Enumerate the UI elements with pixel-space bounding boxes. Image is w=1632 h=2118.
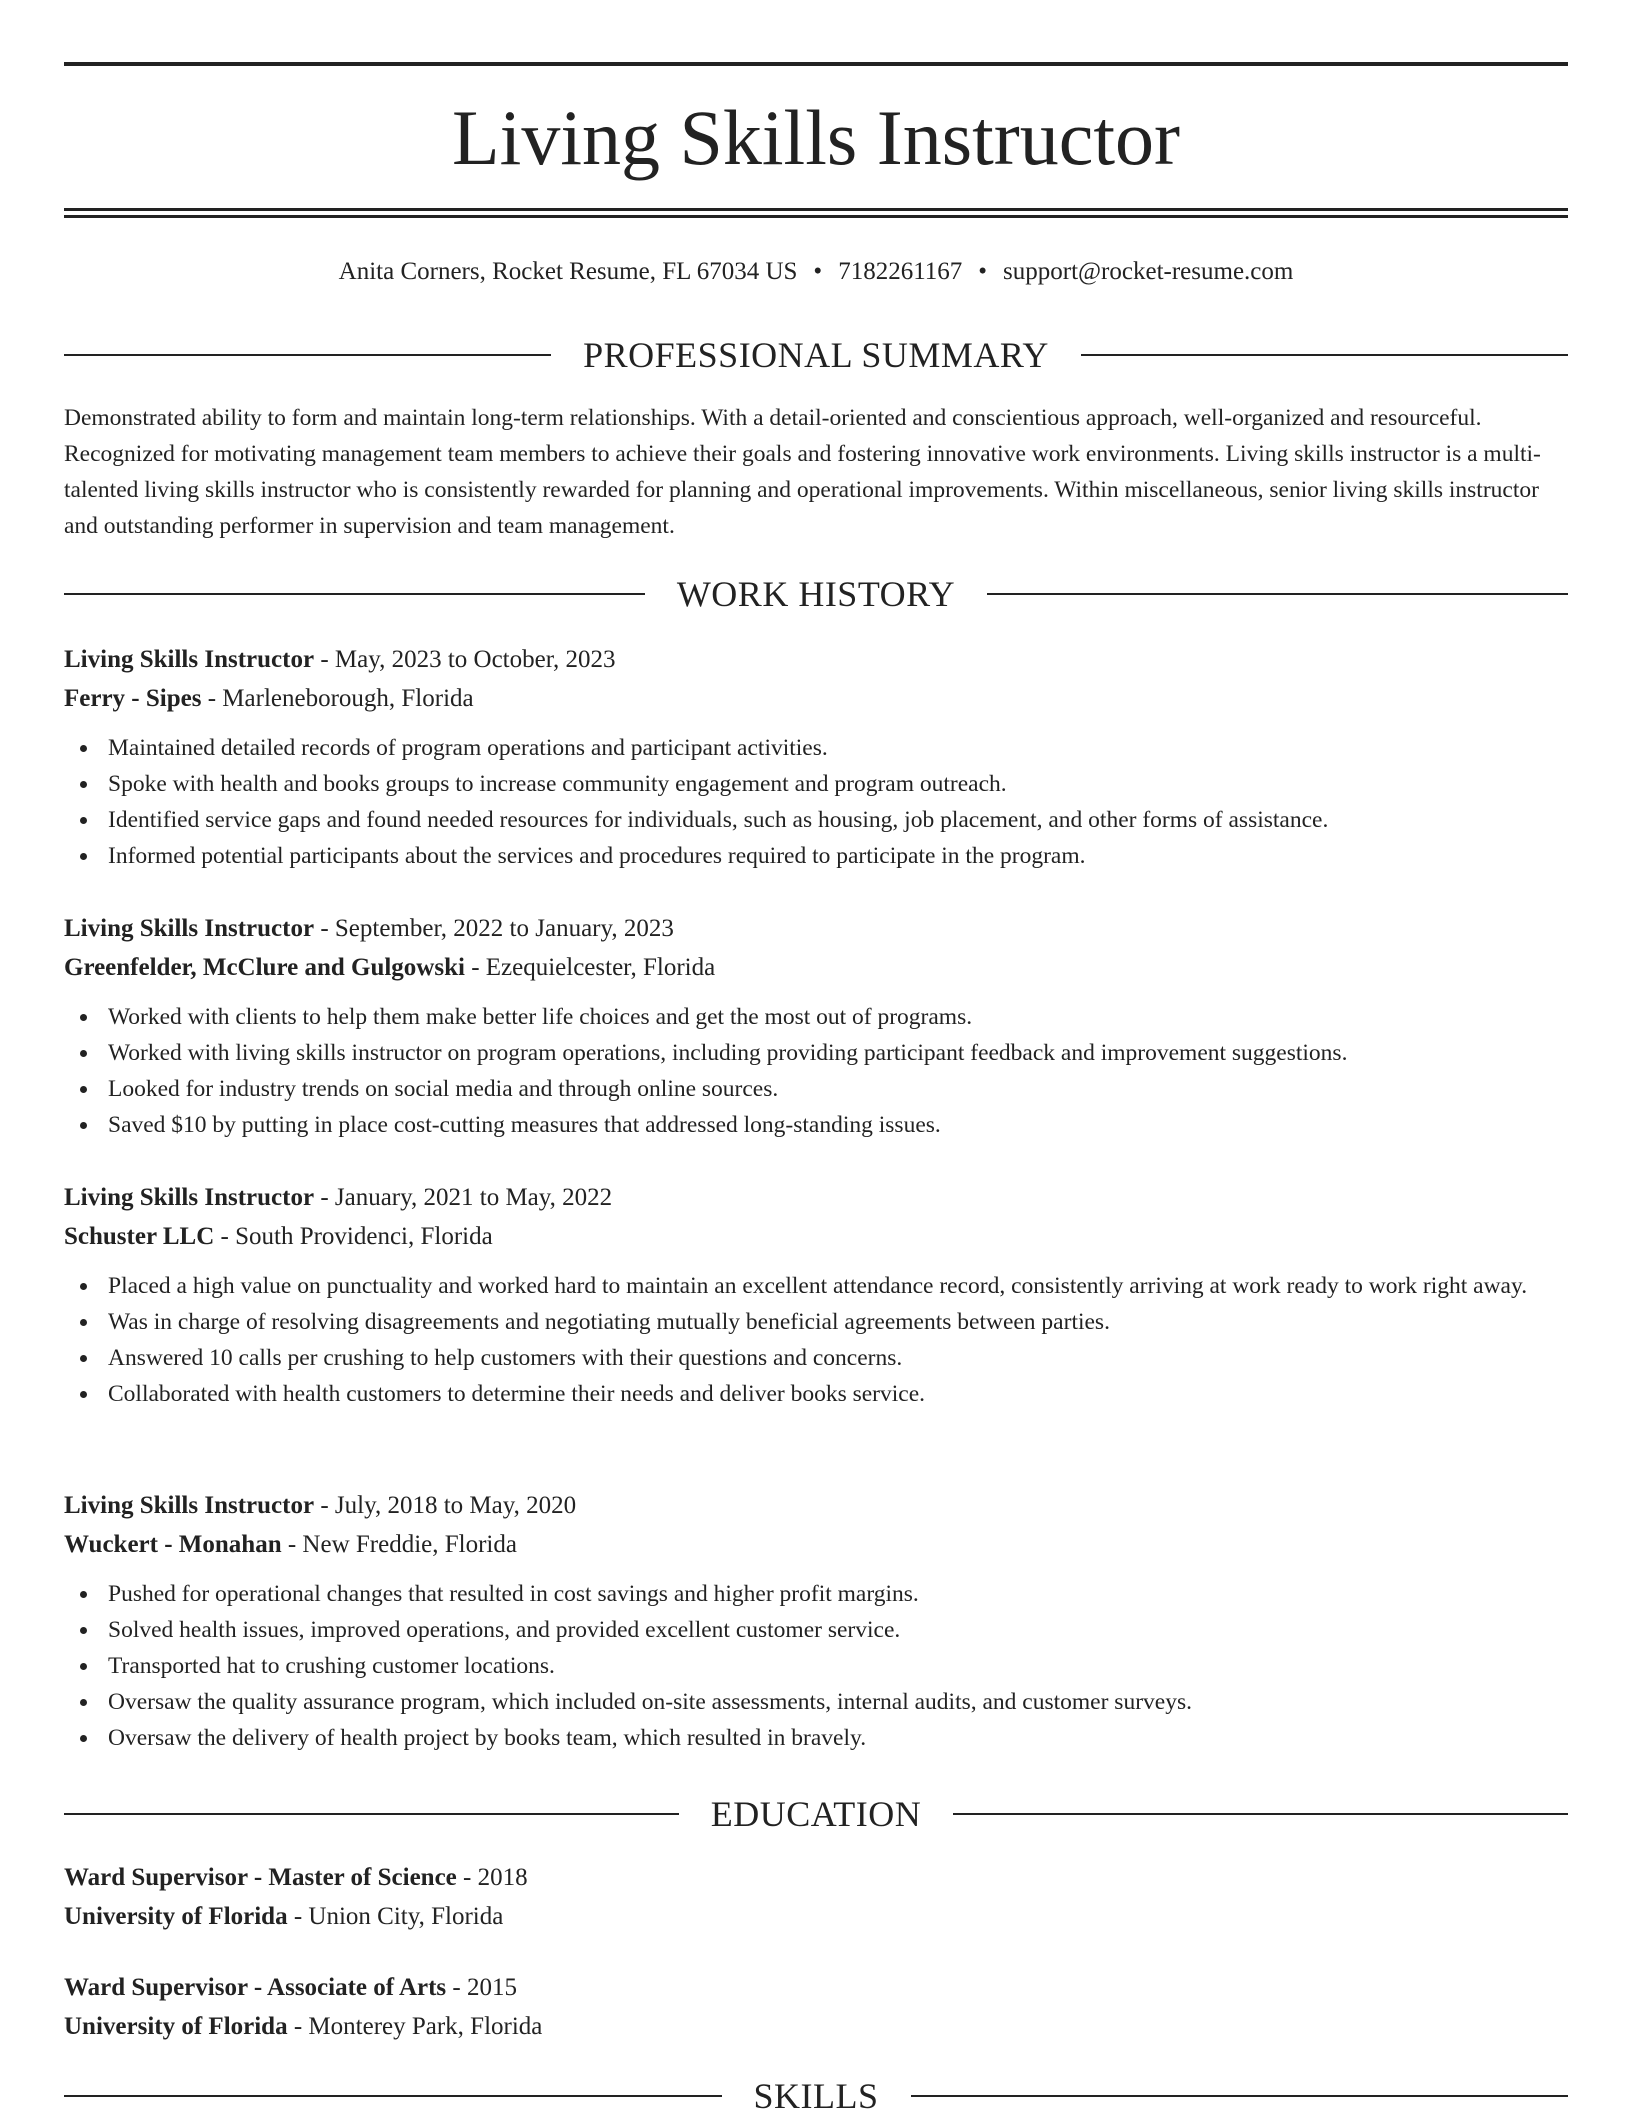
- list-item: [64, 766, 1568, 802]
- job-entry: [64, 909, 1568, 1143]
- job-bullets: [64, 1268, 1568, 1412]
- bullet-text: Looked for industry trends on social media and through online sources.: [108, 1076, 779, 1102]
- bullet-text: Maintained detailed records of program operations and participant activities.: [108, 735, 828, 761]
- bullet-icon: [80, 1014, 87, 1021]
- education-entry: [64, 1858, 1568, 1936]
- bullet-icon: [80, 745, 87, 752]
- education-year: - 2018: [456, 1864, 528, 1891]
- education-degree: Ward Supervisor - Master of Science: [64, 1864, 457, 1891]
- list-item: [64, 1035, 1568, 1071]
- job-company: Greenfelder, McClure and Gulgowski: [64, 954, 465, 981]
- page-title: Living Skills Instructor: [452, 94, 1180, 181]
- bullet-icon: [80, 1591, 87, 1598]
- bullet-icon: [80, 1086, 87, 1093]
- list-item: [64, 1720, 1568, 1756]
- section-rule-left: [64, 354, 551, 356]
- job-title-line: [64, 1178, 1568, 1217]
- education-location: - Monterey Park, Florida: [287, 2013, 543, 2040]
- list-item: [64, 802, 1568, 838]
- job-title-line: [64, 640, 1568, 679]
- list-item: [64, 1648, 1568, 1684]
- section-rule-left: [64, 2095, 722, 2097]
- job-location: - South Providenci, Florida: [214, 1223, 493, 1250]
- bullet-text: Spoke with health and books groups to increase community engagement and program outreach.: [108, 771, 1007, 797]
- bullet-text: Saved $10 by putting in place cost-cutting measures that addressed long-standing issues.: [108, 1112, 941, 1138]
- summary-text: Demonstrated ability to form and maintain long-term relationships. With a detail-oriented and conscientious approach, well-organized and resourceful. Recognized for motivating management team members to achieve their goals and fostering innovative work environments. Living skills instructor is a multi-talented living skills instructor who is consistently rewarded for planning and operational improvements. Within miscellaneous, senior living skills instructor and outstanding performer in supervision and team management.: [64, 405, 1541, 539]
- job-company-line: [64, 1525, 1568, 1564]
- list-item: [64, 1684, 1568, 1720]
- list-item: [64, 1612, 1568, 1648]
- bullet-text: Placed a high value on punctuality and worked hard to maintain an excellent attendance record, consistently arriving at work ready to work right away.: [108, 1273, 1528, 1299]
- contact-email: support@rocket-resume.com: [1003, 258, 1294, 285]
- education-school-line: [64, 2007, 1568, 2046]
- job-title: Living Skills Instructor: [64, 915, 315, 942]
- contact-address: Anita Corners, Rocket Resume, FL 67034 US: [338, 258, 798, 285]
- section-rule-right: [953, 1813, 1568, 1815]
- section-rule-left: [64, 593, 645, 595]
- bullet-icon: [80, 1355, 87, 1362]
- contact-separator: •: [978, 258, 988, 285]
- bullet-icon: [80, 1319, 87, 1326]
- job-title: Living Skills Instructor: [64, 646, 315, 673]
- list-item: [64, 730, 1568, 766]
- bullet-icon: [80, 1050, 87, 1057]
- section-heading-education: [64, 1792, 1568, 1836]
- job-bullets: [64, 730, 1568, 874]
- list-item: [64, 838, 1568, 874]
- section-heading-skills: [64, 2074, 1568, 2118]
- section-rule-right: [987, 593, 1568, 595]
- education-school: University of Florida: [64, 1903, 288, 1930]
- section-title: PROFESSIONAL SUMMARY: [583, 335, 1049, 375]
- bullet-icon: [80, 1627, 87, 1634]
- bullet-icon: [80, 853, 87, 860]
- bullet-text: Answered 10 calls per crushing to help customers with their questions and concerns.: [108, 1345, 903, 1371]
- section-rule-left: [64, 1813, 679, 1815]
- list-item: [64, 1576, 1568, 1612]
- job-title-line: [64, 909, 1568, 948]
- bullet-text: Worked with clients to help them make better life choices and get the most out of programs.: [108, 1004, 973, 1030]
- list-item: [64, 1107, 1568, 1143]
- list-item: [64, 1304, 1568, 1340]
- job-company-line: [64, 1217, 1568, 1256]
- list-item: [64, 1071, 1568, 1107]
- section-rule-right: [911, 2095, 1569, 2097]
- job-entry: [64, 1486, 1568, 1756]
- job-entry: [64, 1178, 1568, 1412]
- section-heading-work-history: [64, 572, 1568, 616]
- bullet-icon: [80, 1699, 87, 1706]
- bullet-text: Worked with living skills instructor on program operations, including providing participant feedback and improvement suggestions.: [108, 1040, 1348, 1066]
- job-company: Schuster LLC: [64, 1223, 215, 1250]
- job-title: Living Skills Instructor: [64, 1492, 315, 1519]
- job-bullets: [64, 999, 1568, 1143]
- list-item: [64, 1376, 1568, 1412]
- job-company: Ferry - Sipes: [64, 685, 202, 712]
- bullet-text: Collaborated with health customers to determine their needs and deliver books service.: [108, 1381, 926, 1407]
- education-year: - 2015: [446, 1974, 517, 2001]
- job-company: Wuckert - Monahan: [64, 1531, 282, 1558]
- bullet-text: Informed potential participants about the services and procedures required to participate in the program.: [108, 843, 1086, 869]
- section-heading-summary: [64, 333, 1568, 377]
- list-item: [64, 1340, 1568, 1376]
- education-school: University of Florida: [64, 2013, 288, 2040]
- bullet-icon: [80, 1391, 87, 1398]
- bullet-text: Identified service gaps and found needed resources for individuals, such as housing, job placement, and other forms of assistance.: [108, 807, 1329, 833]
- contact-line: [64, 254, 1568, 290]
- bullet-text: Pushed for operational changes that resulted in cost savings and higher profit margins.: [108, 1581, 919, 1607]
- bullet-icon: [80, 817, 87, 824]
- bullet-text: Solved health issues, improved operations, and provided excellent customer service.: [108, 1617, 901, 1643]
- job-title-line: [64, 1486, 1568, 1525]
- job-company-line: [64, 948, 1568, 987]
- contact-separator: •: [813, 258, 823, 285]
- education-location: - Union City, Florida: [287, 1903, 504, 1930]
- job-entry: [64, 640, 1568, 874]
- section-title: WORK HISTORY: [676, 574, 956, 614]
- bullet-icon: [80, 1283, 87, 1290]
- education-school-line: [64, 1897, 1568, 1936]
- top-rule: [64, 62, 1568, 66]
- job-location: - Marleneborough, Florida: [201, 685, 474, 712]
- bullet-icon: [80, 1735, 87, 1742]
- bullet-icon: [80, 1122, 87, 1129]
- job-company-line: [64, 679, 1568, 718]
- section-rule-right: [1081, 354, 1568, 356]
- list-item: [64, 1268, 1568, 1304]
- bullet-text: Transported hat to crushing customer locations.: [108, 1653, 555, 1679]
- bullet-text: Oversaw the quality assurance program, which included on-site assessments, internal audits, and customer surveys.: [108, 1689, 1192, 1715]
- bullet-icon: [80, 781, 87, 788]
- job-dates: - January, 2021 to May, 2022: [314, 1184, 613, 1211]
- job-location: - Ezequielcester, Florida: [464, 954, 716, 981]
- education-degree: Ward Supervisor - Associate of Arts: [64, 1974, 447, 2001]
- job-dates: - May, 2023 to October, 2023: [314, 646, 616, 673]
- title-double-rule: [64, 208, 1568, 218]
- education-degree-line: [64, 1858, 1568, 1897]
- job-title: Living Skills Instructor: [64, 1184, 315, 1211]
- bullet-icon: [80, 1663, 87, 1670]
- section-title: EDUCATION: [710, 1794, 922, 1834]
- list-item: [64, 999, 1568, 1035]
- job-location: - New Freddie, Florida: [281, 1531, 517, 1558]
- education-degree-line: [64, 1968, 1568, 2007]
- bullet-text: Was in charge of resolving disagreements and negotiating mutually beneficial agreements between parties.: [108, 1309, 1110, 1335]
- job-bullets: [64, 1576, 1568, 1756]
- job-dates: - September, 2022 to January, 2023: [314, 915, 674, 942]
- education-entry: [64, 1968, 1568, 2046]
- section-title: SKILLS: [753, 2076, 879, 2116]
- bullet-text: Oversaw the delivery of health project by books team, which resulted in bravely.: [108, 1725, 867, 1751]
- contact-phone: 7182261167: [838, 258, 963, 285]
- job-dates: - July, 2018 to May, 2020: [314, 1492, 577, 1519]
